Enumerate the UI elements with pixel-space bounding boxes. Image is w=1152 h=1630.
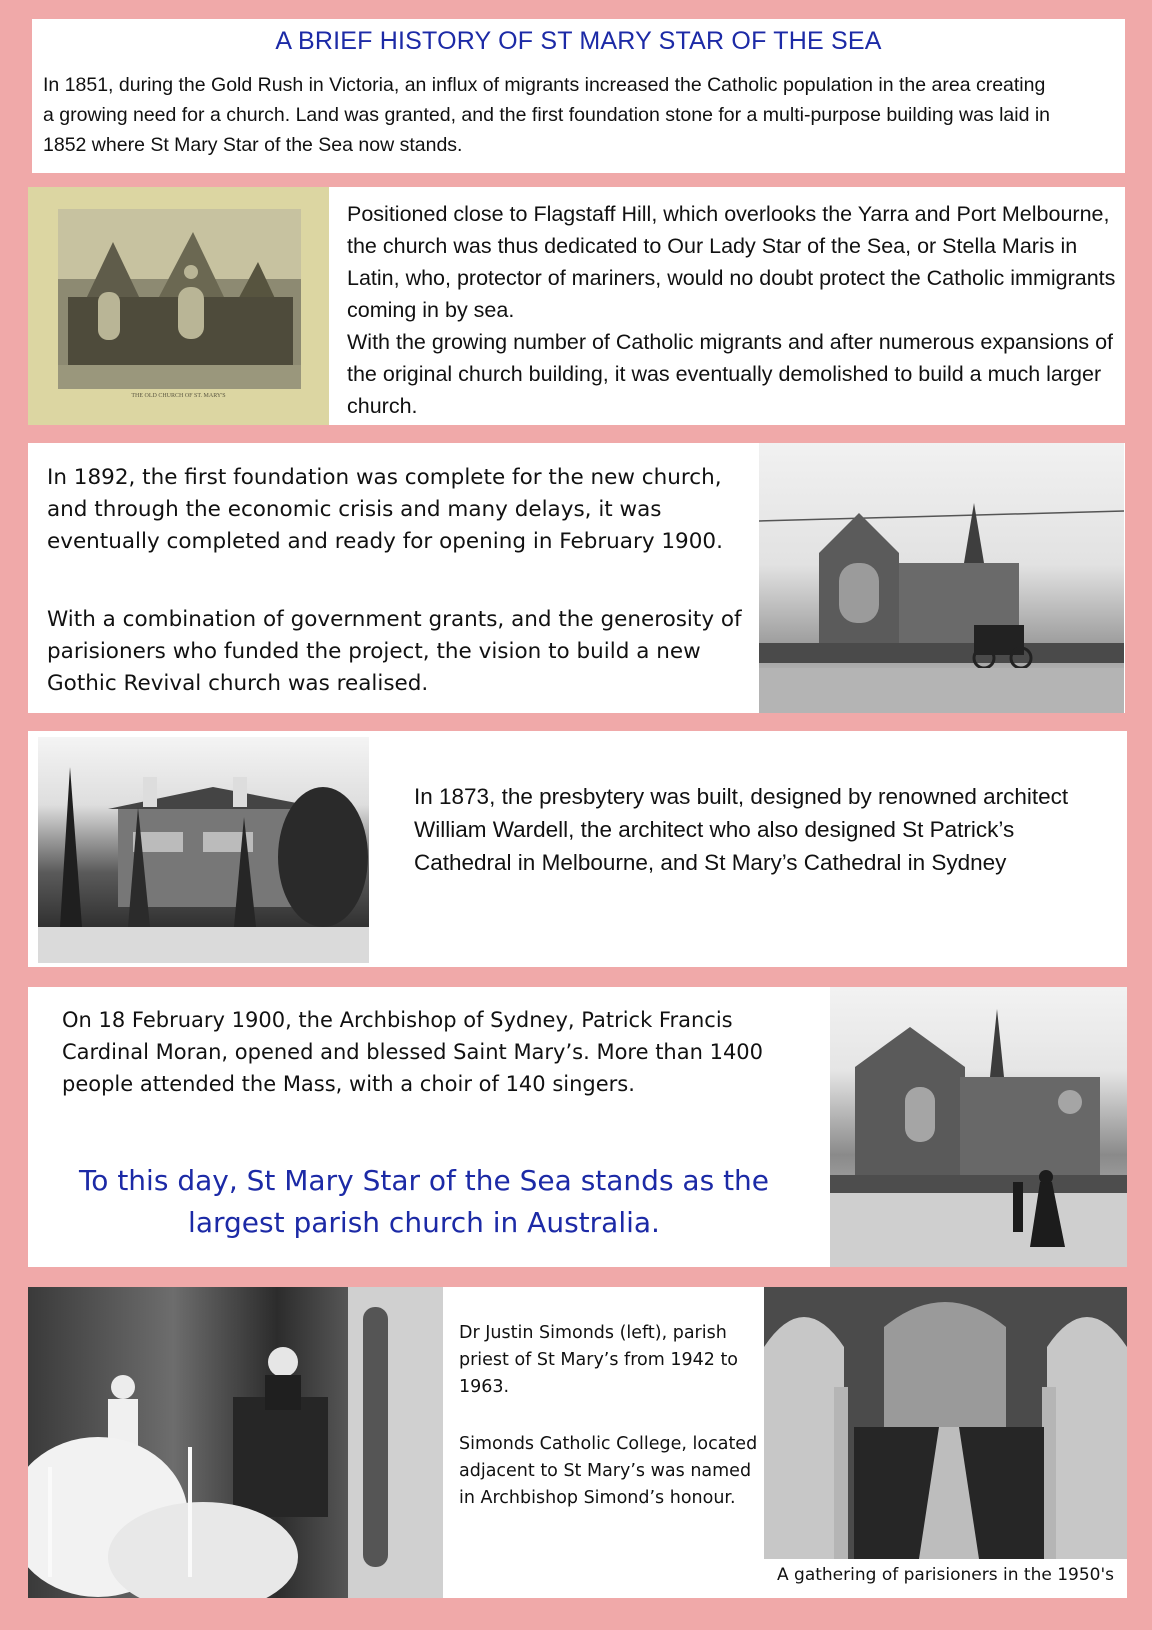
presbytery-photo	[38, 737, 369, 963]
parishioners-gathering-photo	[764, 1287, 1127, 1559]
new-church-photo	[759, 443, 1124, 713]
simonds-paragraph-1: Dr Justin Simonds (left), parish priest of St Mary’s from 1942 to 1963.	[459, 1323, 739, 1397]
opening-paragraph: On 18 February 1900, the Archbishop of Sydney, Patrick Francis Cardinal Moran, opened and blessed Saint Mary’s. More than 1400 people attended the Mass, with a choir of 140 singers.	[62, 1008, 764, 1096]
presbytery-paragraph: In 1873, the presbytery was built, designed by renowned architect William Wardell, the architect who also designed St Patrick’s Cathedral in Melbourne, and St Mary’s Cathedral in Sydney	[414, 784, 1069, 875]
largest-parish-highlight: To this day, St Mary Star of the Sea stands as the largest parish church in Australia.	[78, 1164, 770, 1239]
parishioners-photo-caption: A gathering of parisioners in the 1950's	[777, 1565, 1114, 1585]
old-church-paragraph-2: With the growing number of Catholic migrants and after numerous expansions of the original church building, it was eventually demolished to build a much larger church.	[347, 330, 1114, 418]
old-church-photo	[28, 187, 329, 425]
new-church-paragraph-1: In 1892, the first foundation was complete for the new church, and through the economic crisis and many delays, it was eventually completed and ready for opening in February 1900.	[47, 465, 723, 554]
simonds-pulpit-photo	[28, 1287, 443, 1598]
new-church-paragraph-2: With a combination of government grants, and the generosity of parisioners who funded the project, the vision to build a new Gothic Revival church was realised.	[47, 607, 742, 696]
intro-paragraph: In 1851, during the Gold Rush in Victoria, an influx of migrants increased the Catholic population in the area creating a growing need for a church. Land was granted, and the first foundation stone for a multi-purpose building was laid in 1852 where St Mary Star of the Sea now stands.	[43, 74, 1051, 156]
opening-photo	[830, 987, 1127, 1267]
header-panel	[32, 19, 1125, 173]
page-title: A BRIEF HISTORY OF ST MARY STAR OF THE SEA	[275, 27, 882, 55]
old-church-paragraph-1: Positioned close to Flagstaff Hill, which overlooks the Yarra and Port Melbourne, the church was thus dedicated to Our Lady Star of the Sea, or Stella Maris in Latin, who, protector of mariners, would no doubt protect the Catholic immigrants coming in by sea.	[347, 202, 1116, 322]
old-church-photo-caption: THE OLD CHURCH OF ST. MARY'S	[131, 393, 226, 399]
simonds-paragraph-2: Simonds Catholic College, located adjacent to St Mary’s was named in Archbishop Simond’s honour.	[459, 1434, 758, 1508]
